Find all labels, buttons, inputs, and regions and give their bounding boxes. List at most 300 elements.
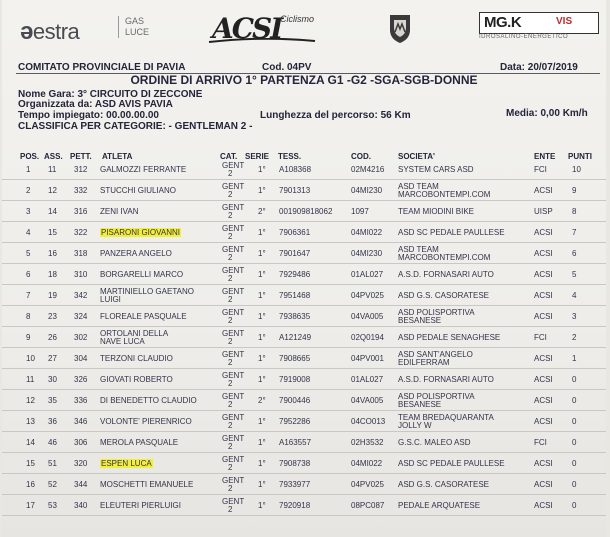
cat-line: GENT: [222, 224, 245, 233]
page-title: ORDINE DI ARRIVO 1° PARTENZA G1 -G2 -SGA-SGB-DONNE: [130, 73, 478, 87]
cell-cat: [222, 498, 244, 514]
cell-cat: [222, 351, 244, 367]
cell-tess: 7933977: [279, 480, 311, 489]
row-divider: [2, 494, 606, 495]
cell-ass: 12: [48, 186, 57, 195]
cell-pos: 13: [26, 417, 35, 426]
athlete-name-line: TERZONI CLAUDIO: [100, 354, 173, 363]
cell-pos: 3: [26, 207, 31, 216]
estra-logo: ǝestra: [20, 18, 80, 45]
cell-ass: 52: [48, 480, 57, 489]
mgk-vis-logo: MG.K VIS: [479, 12, 599, 34]
cell-atleta: [100, 349, 173, 369]
cell-cat: [222, 477, 244, 493]
cell-cod: 04MI230: [351, 249, 383, 258]
cell-pett: 310: [74, 270, 88, 279]
cell-ass: 19: [48, 291, 57, 300]
cell-punti: 6: [572, 249, 577, 258]
athlete-name-line: ESPEN LUCA: [101, 459, 152, 468]
cell-pos: 9: [26, 333, 31, 342]
cat-line: GENT: [222, 182, 245, 191]
row-divider: [2, 410, 606, 411]
cell-pett: 326: [74, 375, 88, 384]
cell-tess: 7900446: [279, 396, 311, 405]
table-row: [2, 328, 606, 348]
cell-punti: 0: [572, 501, 577, 510]
row-divider: [2, 431, 606, 432]
athlete-name-line: VOLONTE' PIERENRICO: [100, 417, 192, 426]
cell-cod: 04VA005: [351, 396, 384, 405]
societa-line: ASD SC PEDALE PAULLESE: [398, 459, 505, 468]
cell-cat: [222, 435, 244, 451]
societa-line: EDILFERRAM: [398, 358, 450, 367]
cell-cat: [222, 330, 244, 346]
cell-ente: ACSI: [534, 228, 553, 237]
cell-ente: FCI: [534, 438, 547, 447]
cell-pett: 318: [74, 249, 88, 258]
cell-societa: [398, 223, 505, 243]
cell-cat: [222, 372, 244, 388]
cell-serie: 2°: [258, 396, 266, 405]
col-atleta: ATLETA: [102, 152, 133, 161]
cell-tess: 001909818062: [279, 207, 333, 216]
col-ente: ENTE: [534, 152, 556, 161]
societa-line: ASD POLISPORTIVA: [398, 392, 475, 401]
cell-tess: A163557: [279, 438, 312, 447]
athlete-name-line: LUIGI: [100, 295, 121, 304]
athlete-name-line: FLOREALE PASQUALE: [100, 312, 187, 321]
cell-societa: [398, 202, 474, 222]
mgk-subtitle: IDROSALINO-ENERGETICO: [479, 34, 569, 40]
cell-cat: [222, 309, 244, 325]
table-row: [2, 475, 606, 495]
cell-cod: 08PC087: [351, 501, 385, 510]
cell-atleta: [100, 160, 186, 180]
cat-line: 2: [228, 295, 233, 304]
cell-serie: 2°: [258, 207, 266, 216]
cell-ente: ACSI: [534, 375, 553, 384]
cell-ass: 26: [48, 333, 57, 342]
cat-line: GENT: [222, 161, 245, 170]
col-cat: CAT.: [220, 152, 238, 161]
cell-pos: 2: [26, 186, 31, 195]
table-row: [2, 244, 606, 264]
cell-tess: 7908738: [279, 459, 311, 468]
cat-line: 2: [228, 358, 233, 367]
cell-pett: 346: [74, 417, 88, 426]
cell-serie: 1°: [258, 165, 266, 174]
cell-cod: 04CO013: [351, 417, 386, 426]
cell-societa: [398, 265, 494, 285]
athlete-name-line: BORGARELLI MARCO: [100, 270, 184, 279]
cell-punti: 3: [572, 312, 577, 321]
societa-line: G.S.C. MALEO ASD: [398, 438, 471, 447]
cell-pett: 332: [74, 186, 88, 195]
cell-atleta: [100, 202, 139, 222]
table-row: [2, 370, 606, 390]
cell-atleta: [100, 181, 176, 201]
cell-societa: [398, 351, 473, 367]
cat-line: 2: [228, 211, 233, 220]
cell-ass: 11: [48, 165, 57, 174]
table-row: [2, 286, 606, 306]
cell-cat: [222, 246, 244, 262]
row-divider: [2, 326, 606, 327]
cat-line: 2: [228, 169, 233, 178]
row-divider: [2, 515, 606, 516]
shield-emblem-icon: [387, 12, 413, 44]
cell-societa: [398, 160, 474, 180]
committee-label: COMITATO PROVINCIALE DI PAVIA: [18, 62, 186, 73]
cell-tess: 7929486: [279, 270, 311, 279]
cat-line: GENT: [222, 329, 245, 338]
table-row: [2, 391, 606, 411]
row-divider: [2, 452, 606, 453]
row-divider: [2, 200, 606, 201]
cell-cod: 01AL027: [351, 375, 384, 384]
cell-punti: 0: [572, 459, 577, 468]
societa-line: ASD G.S. CASORATESE: [398, 480, 489, 489]
cell-pett: 322: [74, 228, 88, 237]
cell-atleta: [100, 412, 192, 432]
cell-pos: 6: [26, 270, 31, 279]
cell-ass: 36: [48, 417, 57, 426]
cell-serie: 1°: [258, 501, 266, 510]
cell-pett: 340: [74, 501, 88, 510]
societa-line: ASD PEDALE SENAGHESE: [398, 333, 501, 342]
cell-punti: 0: [572, 375, 577, 384]
societa-line: TEAM MIODINI BIKE: [398, 207, 475, 216]
cell-ente: UISP: [534, 207, 553, 216]
cell-pett: 316: [74, 207, 88, 216]
athlete-name-line: GALMOZZI FERRANTE: [100, 165, 187, 174]
cell-pett: 312: [74, 165, 88, 174]
societa-line: ASD TEAM: [398, 245, 439, 254]
societa-line: A.S.D. FORNASARI AUTO: [398, 375, 494, 384]
cell-ente: ACSI: [534, 270, 553, 279]
cell-serie: 1°: [258, 312, 266, 321]
societa-line: JOLLY W: [398, 421, 432, 430]
cell-punti: 5: [572, 270, 577, 279]
athlete-name-line: ELEUTERI PIERLUIGI: [100, 501, 181, 510]
cell-tess: 7901647: [279, 249, 311, 258]
elapsed-time: Tempo impiegato: 00.00.00.00: [18, 110, 159, 121]
cell-serie: 1°: [258, 228, 266, 237]
cell-punti: 4: [572, 291, 577, 300]
cell-cod: 02Q0194: [351, 333, 384, 342]
cell-pos: 10: [26, 354, 35, 363]
cell-ente: ACSI: [534, 291, 553, 300]
cell-serie: 1°: [258, 354, 266, 363]
cell-tess: 7901313: [279, 186, 311, 195]
col-ass: ASS.: [44, 152, 63, 161]
cell-serie: 1°: [258, 459, 266, 468]
cat-line: 2: [228, 442, 233, 451]
cat-line: GENT: [222, 455, 245, 464]
cell-tess: 7908665: [279, 354, 311, 363]
cell-ass: 15: [48, 228, 57, 237]
cell-atleta: [100, 370, 173, 390]
cell-cod: 1097: [351, 207, 369, 216]
race-code: Cod. 04PV: [262, 62, 312, 73]
table-row: [2, 223, 606, 243]
cat-line: GENT: [222, 350, 245, 359]
cell-tess: 7919008: [279, 375, 311, 384]
cell-cat: [222, 288, 244, 304]
cat-line: 2: [228, 379, 233, 388]
cat-line: 2: [228, 505, 233, 514]
category-classification: CLASSIFICA PER CATEGORIE: - GENTLEMAN 2 -: [18, 121, 253, 132]
cell-punti: 7: [572, 228, 577, 237]
societa-line: TEAM BREDAQUARANTA: [398, 413, 494, 422]
acsi-logo: ACSI: [212, 12, 282, 45]
cat-line: GENT: [222, 266, 245, 275]
table-row: [2, 433, 606, 453]
societa-line: ASD POLISPORTIVA: [398, 308, 475, 317]
cell-punti: 0: [572, 417, 577, 426]
cell-ente: ACSI: [534, 396, 553, 405]
table-row: [2, 307, 606, 327]
table-row: [2, 265, 606, 285]
cell-tess: 7938635: [279, 312, 311, 321]
cell-punti: 8: [572, 207, 577, 216]
cell-pos: 12: [26, 396, 35, 405]
societa-line: BESANESE: [398, 316, 442, 325]
sponsor-logos: [2, 0, 606, 58]
cell-cod: 04MI022: [351, 459, 383, 468]
athlete-name-line: DI BENEDETTO CLAUDIO: [100, 396, 197, 405]
cell-cod: 01AL027: [351, 270, 384, 279]
cell-ass: 53: [48, 501, 57, 510]
athlete-name-line: MOSCHETTI EMANUELE: [100, 480, 194, 489]
row-divider: [2, 242, 606, 243]
cell-atleta: [100, 223, 181, 243]
cell-societa: [398, 393, 475, 409]
cell-atleta: [100, 244, 172, 264]
cell-societa: [398, 309, 475, 325]
cell-societa: [398, 454, 505, 474]
table-row: [2, 181, 606, 201]
cell-tess: 7906361: [279, 228, 311, 237]
cell-cat: [222, 225, 244, 241]
cell-cod: 02M4216: [351, 165, 385, 174]
cat-line: GENT: [222, 245, 245, 254]
cell-ass: 14: [48, 207, 57, 216]
athlete-name-line: MARTINIELLO GAETANO: [100, 287, 194, 296]
societa-line: A.S.D. FORNASARI AUTO: [398, 270, 494, 279]
cell-serie: 1°: [258, 333, 266, 342]
cell-cod: 02H3532: [351, 438, 384, 447]
cell-ente: FCI: [534, 333, 547, 342]
cell-punti: 10: [572, 165, 581, 174]
organizer: Organizzata da: ASD AVIS PAVIA: [18, 99, 173, 110]
cell-ente: ACSI: [534, 480, 553, 489]
cell-pett: 324: [74, 312, 88, 321]
cell-pett: 342: [74, 291, 88, 300]
cell-atleta: [100, 265, 183, 285]
cell-serie: 1°: [258, 249, 266, 258]
cell-pett: 320: [74, 459, 88, 468]
cell-ente: ACSI: [534, 186, 553, 195]
cat-line: 2: [228, 337, 233, 346]
cat-line: GENT: [222, 203, 245, 212]
cell-pos: 8: [26, 312, 31, 321]
cell-atleta: [100, 307, 187, 327]
cell-societa: [398, 246, 490, 262]
cell-punti: 9: [572, 186, 577, 195]
cell-ass: 18: [48, 270, 57, 279]
cell-cat: [222, 267, 244, 283]
societa-line: MARCOBONTEMPI.COM: [398, 190, 491, 199]
cell-ass: 51: [48, 459, 57, 468]
table-row: [2, 160, 606, 180]
cell-punti: 0: [572, 396, 577, 405]
table-row: [2, 496, 606, 516]
cell-pos: 14: [26, 438, 35, 447]
cell-pos: 7: [26, 291, 31, 300]
cell-pos: 1: [26, 165, 31, 174]
cell-tess: A108368: [279, 165, 312, 174]
cell-tess: A121249: [279, 333, 312, 342]
cell-cat: [222, 456, 244, 472]
cell-pett: 304: [74, 354, 88, 363]
col-punti: PUNTI: [568, 152, 592, 161]
table-row: [2, 454, 606, 474]
average-speed: Media: 0,00 Km/h: [506, 108, 588, 119]
results-sheet: [2, 0, 606, 537]
cell-cod: 04MI230: [351, 186, 383, 195]
societa-line: ASD SANT'ANGELO: [398, 350, 473, 359]
cat-line: GENT: [222, 392, 245, 401]
cell-cod: 04MI022: [351, 228, 383, 237]
cell-pos: 4: [26, 228, 31, 237]
col-pos: POS.: [20, 152, 40, 161]
cell-ass: 27: [48, 354, 57, 363]
cell-punti: 0: [572, 438, 577, 447]
athlete-name-line: PISARONI GIOVANNI: [101, 228, 180, 237]
table-row: [2, 412, 606, 432]
cell-societa: [398, 183, 490, 199]
cat-line: 2: [228, 484, 233, 493]
cell-atleta: [100, 433, 178, 453]
col-serie: SERIE: [245, 152, 270, 161]
cell-serie: 1°: [258, 480, 266, 489]
cat-line: 2: [228, 421, 233, 430]
cell-pos: 11: [26, 375, 35, 384]
cat-line: 2: [228, 400, 233, 409]
row-divider: [2, 179, 606, 180]
row-divider: [2, 221, 606, 222]
cell-pett: 306: [74, 438, 88, 447]
table-row: [2, 349, 606, 369]
cell-tess: 7951468: [279, 291, 311, 300]
cell-cod: 04VA005: [351, 312, 384, 321]
cell-atleta: [100, 454, 153, 474]
cell-societa: [398, 414, 494, 430]
cell-pos: 15: [26, 459, 35, 468]
cell-serie: 1°: [258, 375, 266, 384]
row-divider: [2, 263, 606, 264]
cell-cat: [222, 204, 244, 220]
athlete-name-line: PANZERA ANGELO: [100, 249, 172, 258]
cell-punti: 0: [572, 480, 577, 489]
athlete-name-line: ZENI IVAN: [100, 207, 139, 216]
cat-line: GENT: [222, 497, 245, 506]
cell-pett: 302: [74, 333, 88, 342]
table-row: [2, 202, 606, 222]
cell-atleta: [100, 330, 168, 346]
cell-societa: [398, 475, 489, 495]
societa-line: ASD TEAM: [398, 182, 439, 191]
societa-line: PEDALE ARQUATESE: [398, 501, 481, 510]
cell-cat: [222, 183, 244, 199]
cell-cat: [222, 414, 244, 430]
cell-atleta: [100, 496, 181, 516]
cell-atleta: [100, 391, 197, 411]
cell-punti: 1: [572, 354, 577, 363]
row-divider: [2, 389, 606, 390]
societa-line: MARCOBONTEMPI.COM: [398, 253, 491, 262]
cell-serie: 1°: [258, 438, 266, 447]
cell-societa: [398, 286, 489, 306]
cell-serie: 1°: [258, 417, 266, 426]
cell-ass: 30: [48, 375, 57, 384]
cat-line: GENT: [222, 287, 245, 296]
cell-atleta: [100, 475, 193, 495]
cell-ente: ACSI: [534, 249, 553, 258]
cell-ente: ACSI: [534, 501, 553, 510]
cell-tess: 7952286: [279, 417, 311, 426]
cell-cod: 04PV001: [351, 354, 384, 363]
cat-line: GENT: [222, 434, 245, 443]
cell-pos: 16: [26, 480, 35, 489]
athlete-name-line: STUCCHI GIULIANO: [100, 186, 177, 195]
cell-ass: 35: [48, 396, 57, 405]
cell-ass: 23: [48, 312, 57, 321]
cell-ente: ACSI: [534, 312, 553, 321]
race-date: Data: 20/07/2019: [500, 62, 578, 73]
row-divider: [2, 368, 606, 369]
societa-line: BESANESE: [398, 400, 442, 409]
athlete-name-line: ORTOLANI DELLA: [100, 329, 169, 338]
cat-line: 2: [228, 253, 233, 262]
cell-cod: 04PV025: [351, 291, 384, 300]
row-divider: [2, 473, 606, 474]
gas-luce-label: GAS LUCE: [118, 16, 149, 38]
cell-ass: 46: [48, 438, 57, 447]
cell-societa: [398, 370, 494, 390]
cell-ente: FCI: [534, 165, 547, 174]
cat-line: 2: [228, 232, 233, 241]
cat-line: 2: [228, 190, 233, 199]
societa-line: SYSTEM CARS ASD: [398, 165, 474, 174]
cat-line: 2: [228, 316, 233, 325]
cell-cod: 04PV025: [351, 480, 384, 489]
acsi-swoosh-icon: [207, 38, 317, 44]
cell-pos: 5: [26, 249, 31, 258]
col-tess: TESS.: [278, 152, 302, 161]
cell-societa: [398, 496, 480, 516]
row-divider: [2, 305, 606, 306]
cat-line: GENT: [222, 308, 245, 317]
cell-ente: ACSI: [534, 417, 553, 426]
athlete-name-line: GIOVATI ROBERTO: [100, 375, 173, 384]
col-pett: PETT.: [70, 152, 92, 161]
cell-punti: 2: [572, 333, 577, 342]
course-length: Lunghezza del percorso: 56 Km: [260, 110, 411, 121]
race-name: Nome Gara: 3° CIRCUITO DI ZECCONE: [18, 89, 203, 100]
societa-line: ASD SC PEDALE PAULLESE: [398, 228, 505, 237]
